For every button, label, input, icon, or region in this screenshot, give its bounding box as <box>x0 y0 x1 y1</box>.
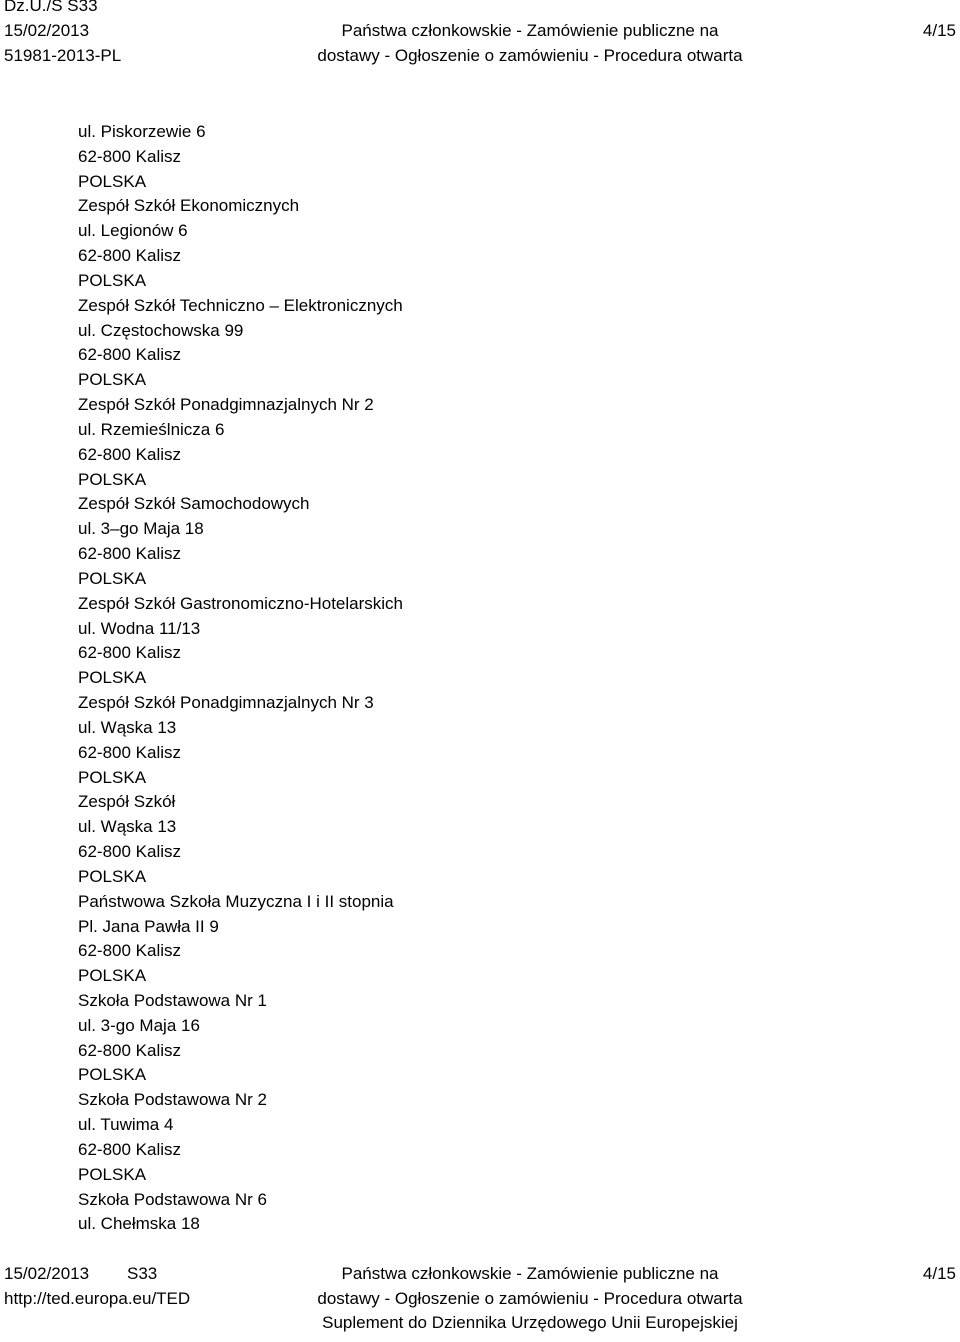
address-line: 62-800 Kalisz <box>78 146 182 166</box>
address-line: Zespół Szkół Techniczno – Elektronicznych <box>78 295 403 315</box>
address-line: ul. Chełmska 18 <box>78 1214 200 1234</box>
address-line: 62-800 Kalisz <box>78 544 182 564</box>
address-line: 62-800 Kalisz <box>78 444 182 464</box>
footer-title-line2: dostawy - Ogłoszenie o zamówieniu - Procedura otwarta <box>317 1289 743 1308</box>
address-line: POLSKA <box>78 568 147 588</box>
page-header <box>0 0 960 80</box>
address-line: 62-800 Kalisz <box>78 842 182 862</box>
address-line: Szkoła Podstawowa Nr 1 <box>78 990 267 1010</box>
address-line: 62-800 Kalisz <box>78 643 182 663</box>
address-line: ul. Wąska 13 <box>78 817 177 837</box>
footer-page-number: 4/15 <box>922 1264 956 1283</box>
address-line: ul. Częstochowska 99 <box>78 320 244 340</box>
address-line: POLSKA <box>78 866 147 886</box>
address-line: POLSKA <box>78 1164 147 1184</box>
address-line: POLSKA <box>78 966 147 986</box>
address-line: Zespół Szkół <box>78 792 176 812</box>
address-line: ul. Wodna 11/13 <box>78 618 201 638</box>
address-line: POLSKA <box>78 668 147 688</box>
header-title-line2: dostawy - Ogłoszenie o zamówieniu - Procedura otwarta <box>317 46 743 65</box>
address-line: ul. Wąska 13 <box>78 717 177 737</box>
address-line: 62-800 Kalisz <box>78 246 182 266</box>
address-line: Zespół Szkół Ponadgimnazjalnych Nr 2 <box>78 395 374 415</box>
address-line: POLSKA <box>78 171 147 191</box>
header-title-line1: Państwa członkowskie - Zamówienie publiczne na <box>341 21 719 40</box>
address-line: ul. Tuwima 4 <box>78 1115 174 1135</box>
address-line: ul. 3–go Maja 18 <box>78 519 204 539</box>
footer-title-line1: Państwa członkowskie - Zamówienie publiczne na <box>341 1264 719 1283</box>
address-list <box>78 121 878 1238</box>
address-line: Zespół Szkół Gastronomiczno-Hotelarskich <box>78 593 404 613</box>
notice-number: 51981-2013-PL <box>4 46 122 65</box>
address-line: Państwowa Szkoła Muzyczna I i II stopnia <box>78 891 394 911</box>
address-line: Szkoła Podstawowa Nr 2 <box>78 1090 267 1110</box>
address-line: Szkoła Podstawowa Nr 6 <box>78 1189 267 1209</box>
address-line: POLSKA <box>78 370 147 390</box>
page-footer <box>0 1262 960 1342</box>
address-line: ul. Legionów 6 <box>78 221 188 241</box>
footer-title-line3: Suplement do Dziennika Urzędowego Unii Europejskiej <box>322 1313 738 1332</box>
address-line: Zespół Szkół Samochodowych <box>78 494 310 514</box>
address-line: 62-800 Kalisz <box>78 1139 182 1159</box>
footer-url[interactable]: http://ted.europa.eu/TED <box>4 1289 191 1308</box>
address-line: ul. Piskorzewie 6 <box>78 122 206 141</box>
address-line: Zespół Szkół Ekonomicznych <box>78 196 300 216</box>
address-line: Zespół Szkół Ponadgimnazjalnych Nr 3 <box>78 693 374 713</box>
footer-series: S33 <box>127 1264 158 1283</box>
footer-date: 15/02/2013 <box>4 1264 90 1283</box>
address-line: 62-800 Kalisz <box>78 941 182 961</box>
journal-ref: Dz.U./S S33 <box>4 0 98 15</box>
address-line: Pl. Jana Pawła II 9 <box>78 916 219 936</box>
header-page-number: 4/15 <box>922 21 956 40</box>
address-line: ul. Rzemieślnicza 6 <box>78 419 225 439</box>
address-line: 62-800 Kalisz <box>78 742 182 762</box>
address-line: 62-800 Kalisz <box>78 345 182 365</box>
address-line: POLSKA <box>78 1065 147 1085</box>
address-line: POLSKA <box>78 469 147 489</box>
address-line: ul. 3-go Maja 16 <box>78 1015 200 1035</box>
address-line: 62-800 Kalisz <box>78 1040 182 1060</box>
address-line: POLSKA <box>78 767 147 787</box>
address-line: POLSKA <box>78 270 147 290</box>
header-date: 15/02/2013 <box>4 21 90 40</box>
